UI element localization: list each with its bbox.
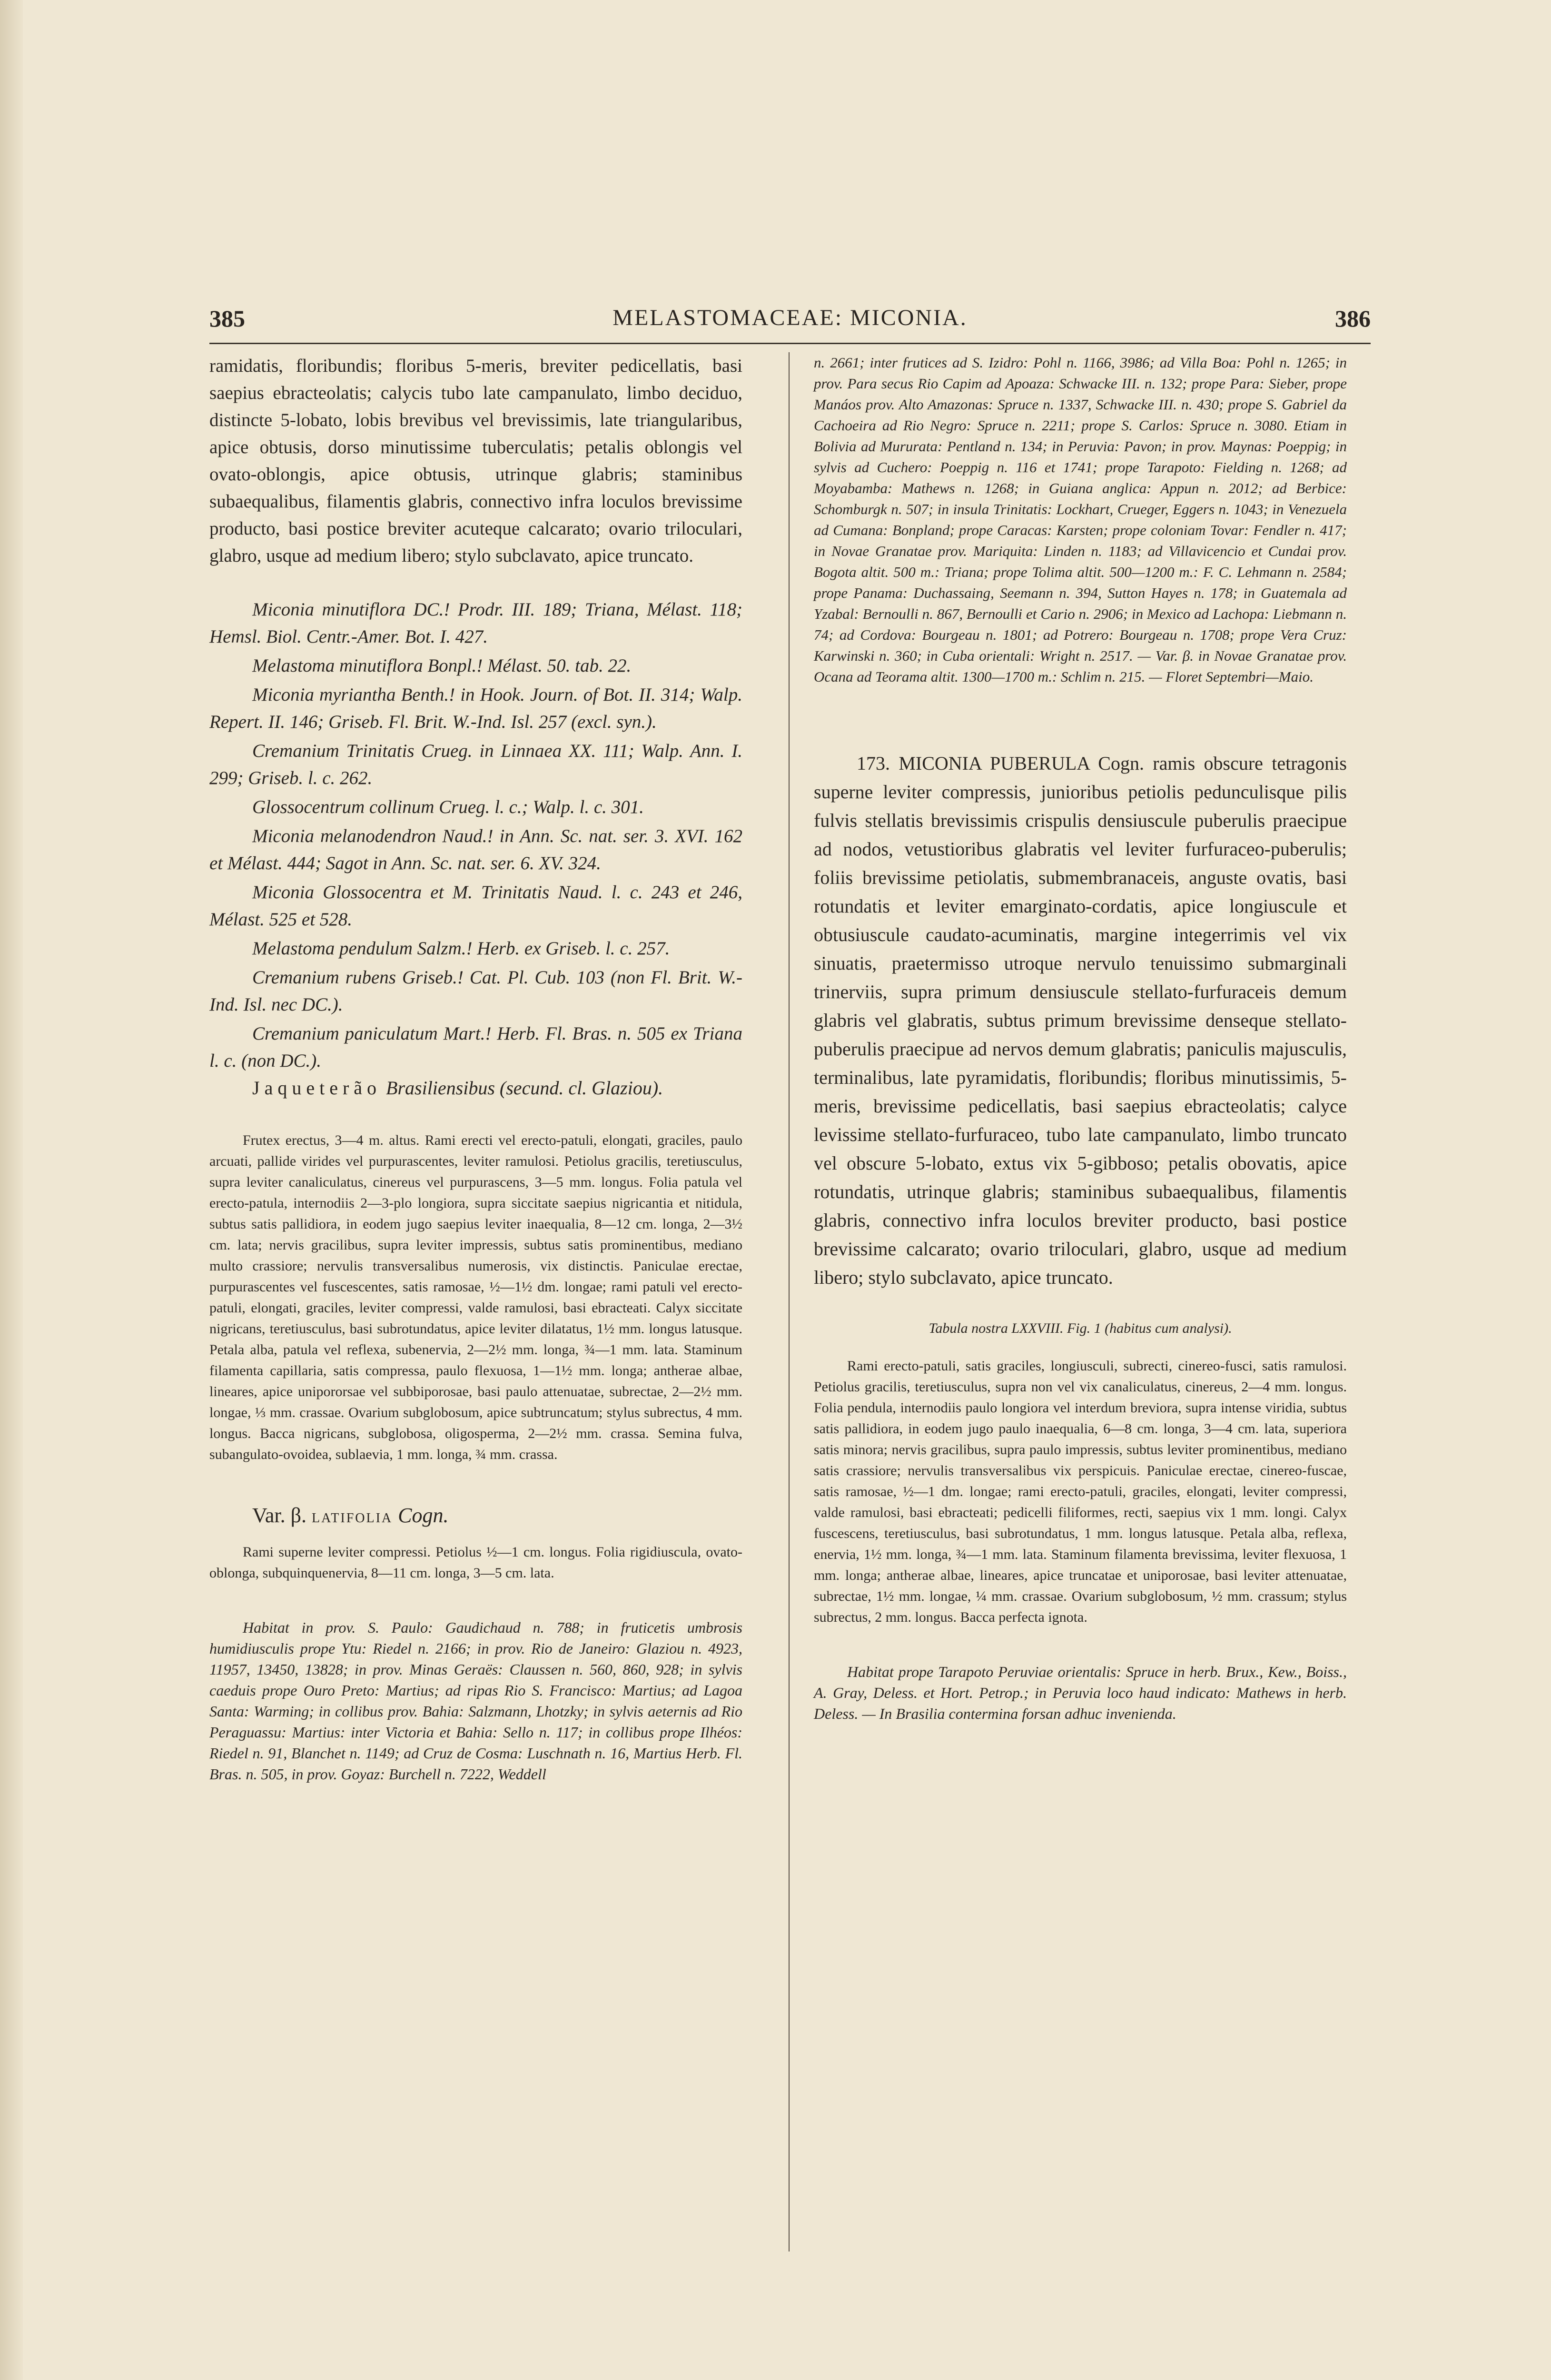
vernacular-name [209,1074,742,1101]
page-number-right: 386 [1335,305,1371,332]
vernacular-source: Brasiliensibus (secund. cl. Glaziou). [381,1077,663,1099]
synonym-entry: Cremanium rubens Griseb.! Cat. Pl. Cub. 103 (non Fl. Brit. W.-Ind. Isl. nec DC.). [209,967,742,1015]
vernacular-term: Jaqueterão [252,1077,382,1099]
running-title: MELASTOMACEAE: MICONIA. [612,305,968,330]
morphology-details: Frutex erectus, 3—4 m. altus. Rami erecti vel erecto-patuli, elongati, graciles, paulo arcuati, pallide virides vel purpurascentes, leviter ramulosi. Petiolus gracilis, teretiusculus, supra leviter canaliculatus, cinereus vel purpurascens, 3—5 mm. longus. Folia patula vel erecto-patula, internodiis 2—3-plo longiora, supra siccitate saepius nigricantia et nitidula, subtus satis pallidiora, in eodem jugo saepius leviter inaequalia, 8—12 cm. longa, 2—3½ cm. lata; nervis gracilibus, supra leviter impressis, subtus satis prominentibus, mediano multo crassiore; nervulis transversalibus numerosis, vix distinctis. Paniculae erectae, purpurascentes vel fuscescentes, satis ramosae, ½—1½ dm. longae; rami patuli vel erecto-patuli, elongati, graciles, leviter compressi, valde ramulosi, basi ebracteati. Calyx siccitate nigricans, teretiusculus, basi subrotundatus, apice leviter dilatatus, 1½ mm. longus latusque. Petala alba, patula vel reflexa, subenervia, 2—2½ mm. longa, ¾—1 mm. lata. Staminum filamenta capillaria, satis compressa, paulo flexuosa, 1—1½ mm. longa; antherae albae, lineares, apice unipororsae vel subbiporosae, basi paulo attenuatae, subrectae, 2—2½ mm. longae, ⅓ mm. crassae. Ovarium subglobosum, apice subtruncatum; stylus subrectus, 4 mm. longus. Bacca nigricans, subglobosa, oligosperma, 2—2½ mm. crassa. Semina fulva, subangulato-ovoidea, sublaevia, 1 mm. longa, ¾ mm. crassa. [209,1132,742,1462]
synonym-entry: Melastoma pendulum Salzm.! Herb. ex Griseb. l. c. 257. [252,938,670,959]
variety-label: Var. β. [252,1504,307,1527]
synonym-entry: Melastoma minutiflora Bonpl.! Mélast. 50. tab. 22. [252,655,632,676]
page-header [209,305,1371,343]
right-column [814,352,1347,1724]
page-number-left: 385 [209,305,245,332]
synonym-entry: Miconia minutiflora DC.! Prodr. III. 189; Triana, Mélast. 118; Hemsl. Biol. Centr.-Amer. Bot. I. 427. [209,599,742,647]
habitat-text: Habitat in prov. S. Paulo: Gaudichaud n. 788; in fruticetis umbrosis humidiusculis prope Ytu: Riedel n. 2166; in prov. Rio de Janeiro: Glaziou n. 4923, 11957, 13450, 13828; in prov. Minas Geraës: Claussen n. 560, 860, 928; in sylvis caeduis prope Ouro Preto: Martius; ad ripas Rio S. Francisco: Martius; ad Lagoa Santa: Warming; in collibus prov. Bahia: Salzmann, Lhotzky; in sylvis aeternis ad Rio Peraguassu: Martius: inter Victoria et Bahia: Sello n. 117; in collibus prope Ilhéos: Riedel n. 91, Blanchet n. 1149; ad Cruz de Cosma: Luschnath n. 16, Martius Herb. Fl. Bras. n. 505, in prov. Goyaz: Burchell n. 7222, Weddell [209,1619,742,1783]
plate-reference: Tabula nostra LXXVIII. Fig. 1 (habitus cum analysi). [929,1320,1232,1336]
synonym-entry: Miconia melanodendron Naud.! in Ann. Sc. nat. ser. 3. XVI. 162 et Mélast. 444; Sagot in Ann. Sc. nat. ser. 6. XV. 324. [209,826,742,873]
synonym-entry: Cremanium Trinitatis Crueg. in Linnaea XX. 111; Walp. Ann. I. 299; Griseb. l. c. 262. [209,741,742,788]
variety-author: Cogn. [398,1504,449,1527]
synonym-entry: Cremanium paniculatum Mart.! Herb. Fl. Bras. n. 505 ex Triana l. c. (non DC.). [209,1023,742,1071]
synonym-entry: Miconia Glossocentra et M. Trinitatis Naud. l. c. 243 et 246, Mélast. 525 et 528. [209,882,742,930]
variety-name: LATIFOLIA [312,1511,393,1526]
column-rule [789,352,790,2251]
synonym-entry: Glossocentrum collinum Crueg. l. c.; Walp. l. c. 301. [252,797,644,817]
synonym-entry: Miconia myriantha Benth.! in Hook. Journ. of Bot. II. 314; Walp. Repert. II. 146; Griseb. Fl. Brit. W.-Ind. Isl. 257 (excl. syn.). [209,684,742,732]
habitat-text: Habitat prope Tarapoto Peruviae orientalis: Spruce in herb. Brux., Kew., Boiss., A. Gray, Deless. et Hort. Petrop.; in Peruvia loco haud indicato: Mathews in herb. Deless. — In Brasilia contermina forsan adhuc invenienda. [814,1663,1347,1722]
species-description: ramidatis, floribundis; floribus 5-meris, breviter pedicellatis, basi saepius ebracteolatis; calycis tubo late campanulato, limbo deciduo, distincte 5-lobato, lobis brevibus vel brevissimis, late triangularibus, apice obtusis, dorso minutissime tuberculatis; petalis oblongis vel ovato-oblongis, apice obtusis, utrinque glabris; staminibus subaequalibus, filamentis glabris, connectivo infra loculos brevissime producto, basi postice breviter acuteque calcarato; ovario triloculari, glabro, usque ad medium libero; stylo subclavato, apice truncato. [209,356,742,566]
left-column [209,352,742,1785]
variety-description: Rami superne leviter compressi. Petiolus ½—1 cm. longus. Folia rigidiuscula, ovato-oblonga, subquinquenervia, 8—11 cm. longa, 3—5 cm. lata. [209,1544,742,1581]
page-edge [0,0,23,2380]
morphology-details: Rami erecto-patuli, satis graciles, longiusculi, subrecti, cinereo-fusci, satis ramulosi. Petiolus gracilis, teretiusculus, supra non vel vix canaliculatus, cinereus, 2—4 mm. longus. Folia pendula, internodiis paulo longiora vel interdum breviora, supra intense viridia, subtus satis pallidiora, in eodem jugo paulo inaequalia, 6—8 cm. longa, 3—4 cm. lata, superiora satis minora; nervis gracilibus, supra paulo impressis, subtus leviter prominentibus, mediano satis crassiore; nervulis transversalibus vix perspicuis. Paniculae erectae, cinereo-fuscae, satis ramosae, ½—1 dm. longae; rami erecto-patuli, graciles, elongati, leviter compressi, valde ramulosi, basi ebracteati; pedicelli filiformes, recti, saepius vix 1 mm. longi. Calyx fuscescens, teretiusculus, basi subrotundatus, 1 mm. longus latusque. Petala alba, reflexa, enervia, 1½ mm. longa, ¾—1 mm. lata. Staminum filamenta brevissima, leviter flexuosa, 1 mm. longa; antherae albae, lineares, apice truncatae et uniporosae, basi leviter attenuatae, subrectae, 1½ mm. longae, ¼ mm. crassae. Ovarium subglobosum, ½ mm. crassum; stylus subrectus, 2 mm. longus. Bacca perfecta ignota. [814,1358,1347,1625]
variety-heading [252,1503,742,1527]
species-heading: 173. MICONIA PUBERULA Cogn. ramis obscure tetragonis superne leviter compressis, junioribus petiolis pedunculisque pilis fulvis stellatis brevissimis crispulis densiuscule puberulis praecipue ad nodos, vetustioribus glabratis vel leviter furfuraceo-puberulis; foliis brevissime petiolatis, submembranaceis, anguste ovatis, basi rotundatis et leviter emarginato-cordatis, apice longiuscule et obtusiuscule caudato-acuminatis, margine integerrimis vel vix sinuatis, praetermisso utroque nervulo tenuissimo submarginali trinerviis, supra primum densiuscule stellato-furfuraceis demum glabris vel glabratis, subtus primum brevissime denseque stellato-puberulis praecipue ad nervos demum glabratis; paniculis majusculis, terminalibus, late pyramidatis, floribundis; floribus minutissimis, 5-meris, brevissime pedicellatis, basi saepius ebracteolatis; calyce levissime stellato-furfuraceo, tubo late campanulato, limbo truncato vel obscure 5-lobato, extus vix 5-gibboso; petalis obovatis, apice rotundatis, utrinque glabris; staminibus subaequalibus, filamentis glabris, connectivo infra loculos breviter producto, basi postice brevissime calcarato; ovario triloculari, glabro, usque ad medium libero; stylo subclavato, apice truncato. [814,753,1347,1288]
habitat-continued: n. 2661; inter frutices ad S. Izidro: Pohl n. 1166, 3986; ad Villa Boa: Pohl n. 1265; in prov. Para secus Rio Capim ad Apoaza: Schwacke III. n. 132; prope Para: Sieber, prope Manáos prov. Alto Amazonas: Spruce n. 1337, Schwacke III. n. 430; prope S. Gabriel da Cachoeira ad Rio Negro: Spruce n. 2211; prope S. Carlos: Spruce n. 3080. Etiam in Bolivia ad Mururata: Pentland n. 134; in Peruvia: Pavon; in prov. Maynas: Poeppig; in sylvis ad Cuchero: Poeppig n. 116 et 1741; prope Tarapoto: Fielding n. 1268; ad Moyabamba: Mathews n. 1268; in Guiana anglica: Appun n. 2012; ad Berbice: Schomburgk n. 507; in insula Trinitatis: Lockhart, Crueger, Eggers n. 1043; in Venezuela ad Cumana: Bonpland; prope Caracas: Karsten; prope coloniam Tovar: Fendler n. 417; in Novae Granatae prov. Mariquita: Linden n. 1183; ad Villavicencio et Cundai prov. Bogota altit. 500 m.: Triana; prope Tolima altit. 500—1200 m.: F. C. Lehmann n. 2584; prope Panama: Duchassaing, Seemann n. 394, Sutton Hayes n. 178; in Guatemala ad Yzabal: Bernoulli n. 867, Bernoulli et Cario n. 2906; in Mexico ad Lachopa: Liebmann n. 74; ad Cordova: Bourgeau n. 1801; ad Potrero: Bourgeau n. 1708; prope Vera Cruz: Karwinski n. 360; in Cuba orientali: Wright n. 2517. — Var. β. in Novae Granatae prov. Ocana ad Teorama altit. 1300—1700 m.: Schlim n. 215. — Floret Septembri—Maio. [814,354,1347,685]
header-rule [209,343,1371,344]
